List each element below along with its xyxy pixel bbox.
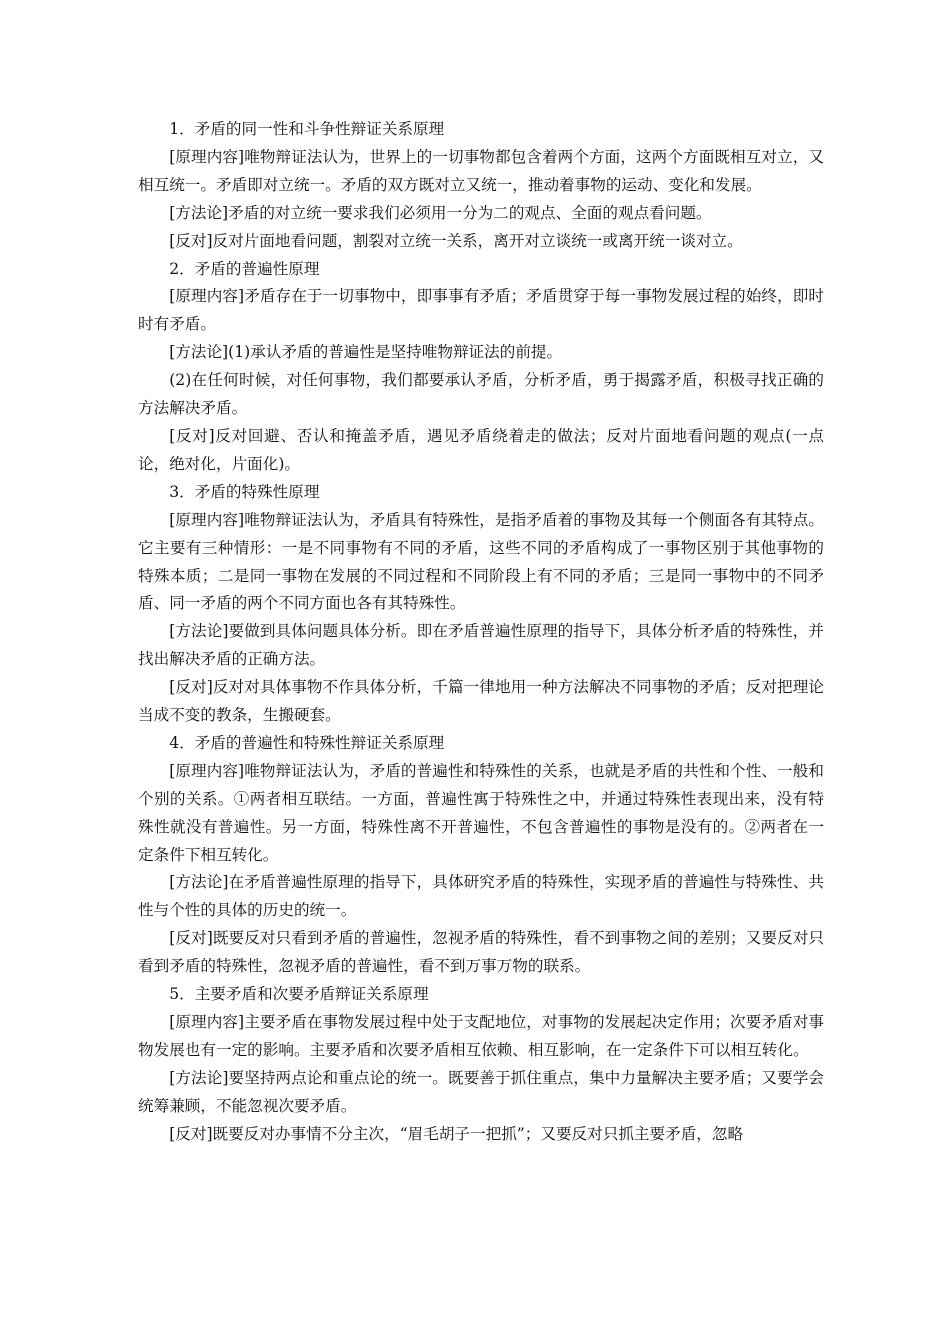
oppose-paragraph: [反对]既要反对只看到矛盾的普遍性，忽视矛盾的特殊性，看不到事物之间的差别；又要反对只看到矛盾的特殊性，忽视矛盾的普遍性，看不到万事万物的联系。 — [138, 929, 824, 976]
method-paragraph: [方法论]要坚持两点论和重点论的统一。既要善于抓住重点，集中力量解决主要矛盾；又要学会统筹兼顾，不能忽视次要矛盾。 — [138, 1068, 824, 1115]
principle-paragraph: [原理内容]唯物辩证法认为，矛盾具有特殊性，是指矛盾着的事物及其每一个侧面各有其特点。它主要有三种情形：一是不同事物有不同的矛盾，这些不同的矛盾构成了一事物区别于其他事物的特殊本质；二是同一事物在发展的不同过程和不同阶段上有不同的矛盾；三是同一事物中的不同矛盾、同一矛盾的两个不同方面也各有其特殊性。 — [138, 510, 824, 613]
section-heading: 1．矛盾的同一性和斗争性辩证关系原理 — [169, 120, 445, 138]
method-paragraph: [方法论](1)承认矛盾的普遍性是坚持唯物辩证法的前提。 — [169, 343, 563, 362]
document-body — [138, 116, 824, 1149]
principle-paragraph: [原理内容]矛盾存在于一切事物中，即事事有矛盾；矛盾贯穿于每一事物发展过程的始终，即时时有矛盾。 — [138, 287, 824, 334]
section-heading: 4．矛盾的普遍性和特殊性辩证关系原理 — [169, 733, 445, 752]
method-paragraph: [方法论]矛盾的对立统一要求我们必须用一分为二的观点、全面的观点看问题。 — [169, 203, 712, 222]
method-paragraph: [方法论]要做到具体问题具体分析。即在矛盾普遍性原理的指导下，具体分析矛盾的特殊性，并找出解决矛盾的正确方法。 — [138, 622, 824, 669]
section-heading: 2．矛盾的普遍性原理 — [169, 259, 320, 278]
section-heading: 3．矛盾的特殊性原理 — [169, 482, 320, 501]
principle-paragraph: [原理内容]唯物辩证法认为，世界上的一切事物都包含着两个方面，这两个方面既相互对立，又相互统一。矛盾即对立统一。矛盾的双方既对立又统一，推动着事物的运动、变化和发展。 — [138, 147, 824, 194]
method-paragraph-continued: (2)在任何时候，对任何事物，我们都要承认矛盾，分析矛盾，勇于揭露矛盾，积极寻找正确的方法解决矛盾。 — [138, 371, 824, 418]
principle-paragraph: [原理内容]唯物辩证法认为，矛盾的普遍性和特殊性的关系，也就是矛盾的共性和个性、一般和个别的关系。①两者相互联结。一方面，普遍性寓于特殊性之中，并通过特殊性表现出来，没有特殊性就没有普遍性。另一方面，特殊性离不开普遍性，不包含普遍性的事物是没有的。②两者在一定条件下相互转化。 — [138, 761, 824, 864]
method-paragraph: [方法论]在矛盾普遍性原理的指导下，具体研究矛盾的特殊性，实现矛盾的普遍性与特殊性、共性与个性的具体的历史的统一。 — [138, 873, 824, 920]
section-heading: 5．主要矛盾和次要矛盾辩证关系原理 — [169, 985, 429, 1004]
oppose-paragraph: [反对]既要反对办事情不分主次，“眉毛胡子一把抓”；又要反对只抓主要矛盾，忽略 — [169, 1124, 744, 1143]
oppose-paragraph: [反对]反对片面地看问题，割裂对立统一关系，离开对立谈统一或离开统一谈对立。 — [169, 231, 743, 250]
oppose-paragraph: [反对]反对对具体事物不作具体分析，千篇一律地用一种方法解决不同事物的矛盾；反对把理论当成不变的教条，生搬硬套。 — [138, 678, 824, 725]
oppose-paragraph: [反对]反对回避、否认和掩盖矛盾，遇见矛盾绕着走的做法；反对片面地看问题的观点(一点论，绝对化，片面化)。 — [138, 426, 824, 473]
principle-paragraph: [原理内容]主要矛盾在事物发展过程中处于支配地位，对事物的发展起决定作用；次要矛盾对事物发展也有一定的影响。主要矛盾和次要矛盾相互依赖、相互影响，在一定条件下可以相互转化。 — [138, 1013, 824, 1059]
